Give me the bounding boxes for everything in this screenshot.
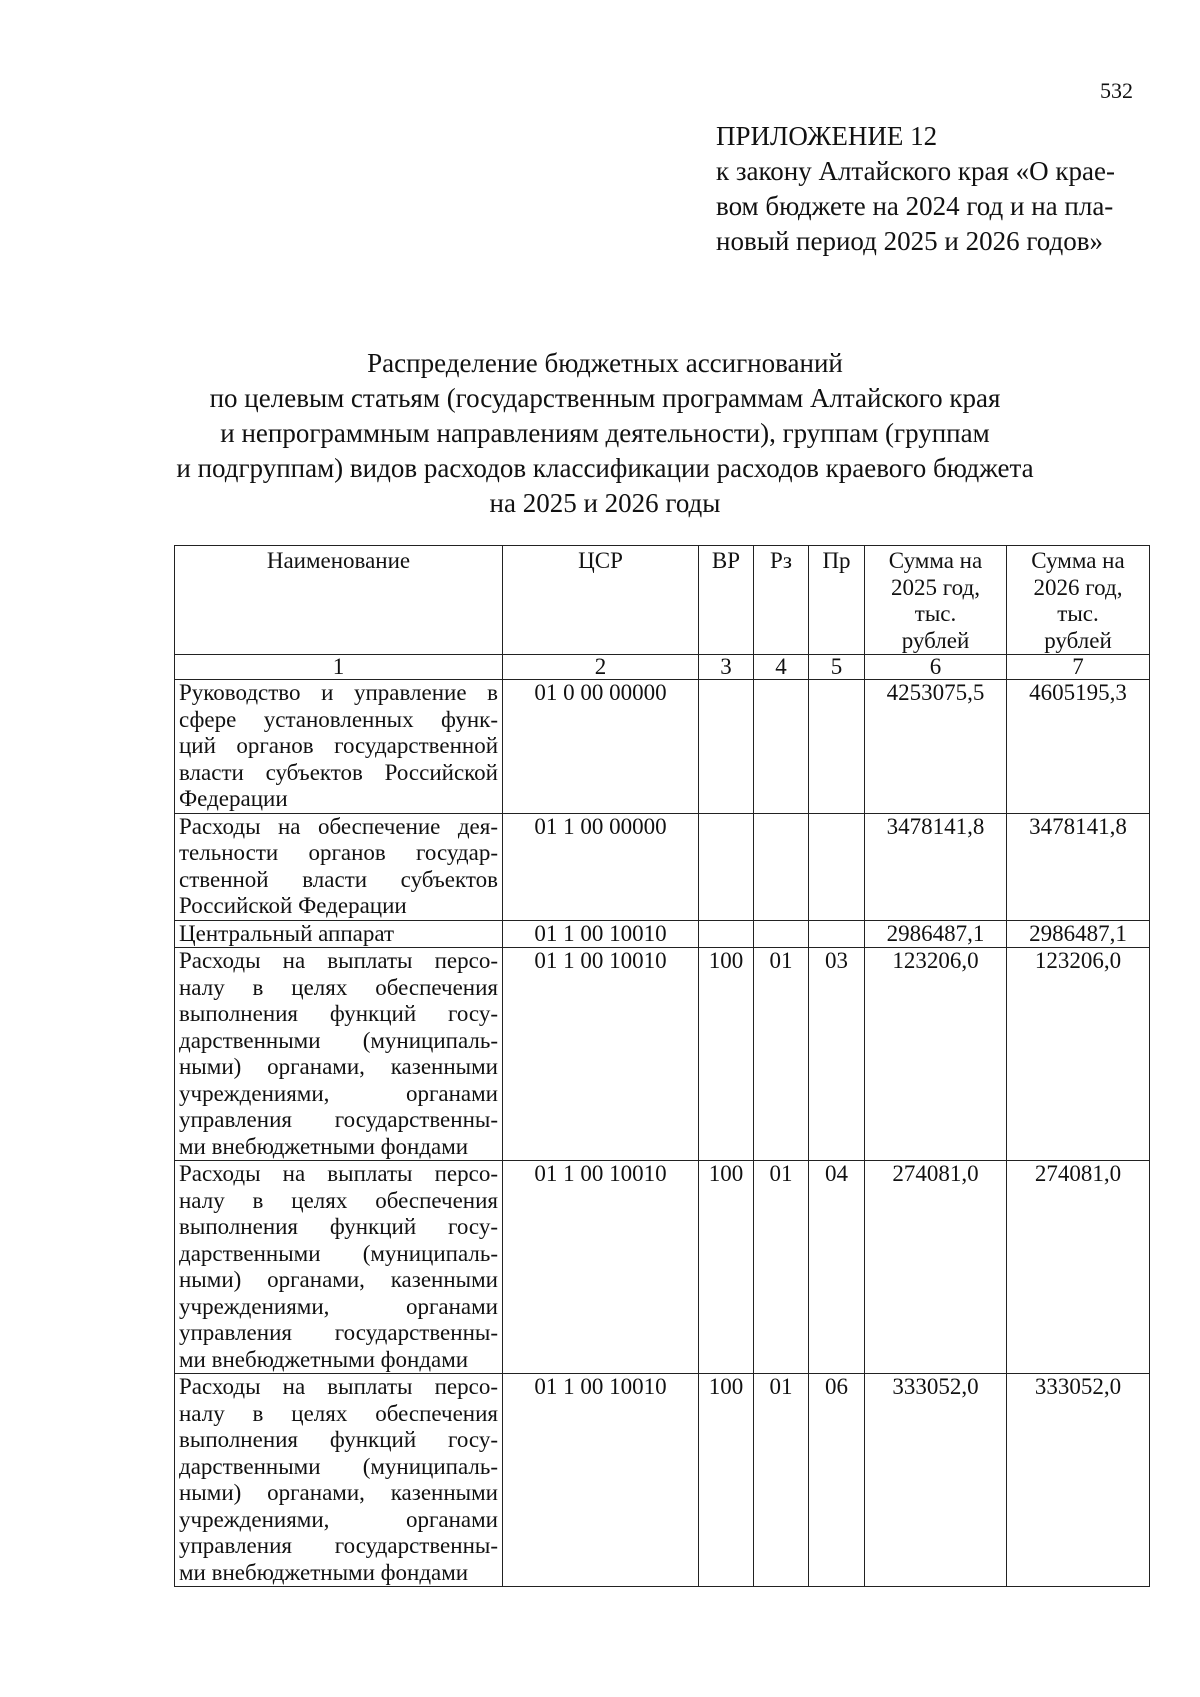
appendix-line: вом бюджете на 2024 год и на пла- bbox=[716, 191, 1114, 221]
table-row bbox=[175, 680, 1150, 814]
row-name-line: выполнения функций госу- bbox=[179, 1427, 498, 1452]
row-name-line: ций органов государственной bbox=[179, 733, 498, 758]
document-title bbox=[150, 346, 1060, 521]
row-csr: 01 1 00 10010 bbox=[503, 920, 699, 948]
row-sum-2025: 274081,0 bbox=[865, 1161, 1007, 1374]
row-pr: 06 bbox=[809, 1374, 865, 1587]
row-name-line: дарственными (муниципаль- bbox=[179, 1453, 498, 1479]
document-title-line: по целевым статьям (государственным программам Алтайского края bbox=[209, 383, 1001, 413]
row-pr: 03 bbox=[809, 948, 865, 1161]
row-name-line: дарственными (муниципаль- bbox=[179, 1240, 498, 1266]
row-name bbox=[175, 948, 503, 1161]
row-rz: 01 bbox=[754, 1374, 809, 1587]
row-csr: 01 1 00 00000 bbox=[503, 813, 699, 920]
row-sum-2025: 3478141,8 bbox=[865, 813, 1007, 920]
row-sum-2026: 274081,0 bbox=[1007, 1161, 1150, 1374]
row-name-line: ными) органами, казенными bbox=[179, 1267, 498, 1292]
appendix-line: к закону Алтайского края «О крае- bbox=[716, 156, 1115, 186]
header-sum-2025-line: 2025 год, bbox=[891, 574, 980, 600]
column-number: 2 bbox=[503, 655, 699, 680]
row-name-line: управления государственны- bbox=[179, 1533, 498, 1558]
row-sum-2026: 4605195,3 bbox=[1007, 680, 1150, 814]
row-rz: 01 bbox=[754, 1161, 809, 1374]
page-number: 532 bbox=[1100, 78, 1133, 103]
row-name-line: Российской Федерации bbox=[179, 893, 407, 918]
row-name bbox=[175, 920, 503, 948]
row-rz bbox=[754, 813, 809, 920]
row-name bbox=[175, 813, 503, 920]
row-rz bbox=[754, 680, 809, 814]
row-name-line: Руководство и управление в bbox=[179, 680, 498, 705]
document-title-line: Распределение бюджетных ассигнований bbox=[367, 348, 843, 378]
row-sum-2025: 4253075,5 bbox=[865, 680, 1007, 814]
row-sum-2026: 123206,0 bbox=[1007, 948, 1150, 1161]
row-name-line: учреждениями, органами bbox=[179, 1080, 498, 1106]
header-sum-2025 bbox=[865, 546, 1007, 655]
table-row bbox=[175, 948, 1150, 1161]
row-name-line: ными) органами, казенными bbox=[179, 1480, 498, 1505]
row-name-line: выполнения функций госу- bbox=[179, 1214, 498, 1239]
row-vr: 100 bbox=[699, 948, 754, 1161]
header-sum-2025-line: рублей bbox=[901, 627, 970, 653]
table-body bbox=[175, 680, 1150, 1587]
header-csr: ЦСР bbox=[503, 546, 699, 655]
row-vr bbox=[699, 813, 754, 920]
budget-table bbox=[174, 545, 1150, 1587]
document-title-line: и подгруппам) видов расходов классификации расходов краевого бюджета bbox=[176, 453, 1034, 483]
row-vr bbox=[699, 920, 754, 948]
column-number: 5 bbox=[809, 655, 865, 680]
header-name: Наименование bbox=[175, 546, 503, 655]
appendix-header bbox=[716, 118, 1156, 259]
column-number: 7 bbox=[1007, 655, 1150, 680]
row-name-line: ми внебюджетными фондами bbox=[179, 1346, 469, 1372]
row-sum-2025: 333052,0 bbox=[865, 1374, 1007, 1587]
row-name-line: управления государственны- bbox=[179, 1107, 498, 1132]
header-sum-2025-line: тыс. bbox=[914, 601, 957, 626]
row-name-line: сфере установленных функ- bbox=[179, 706, 498, 732]
row-name-line: Расходы на выплаты персо- bbox=[179, 1374, 498, 1399]
table-header-row bbox=[175, 546, 1150, 655]
row-name bbox=[175, 680, 503, 814]
row-name-line: налу в целях обеспечения bbox=[179, 974, 498, 1000]
row-sum-2026: 2986487,1 bbox=[1007, 920, 1150, 948]
column-number-row bbox=[175, 655, 1150, 680]
header-sum-2026-line: 2026 год, bbox=[1033, 574, 1123, 600]
header-sum-2025-line: Сумма на bbox=[888, 548, 983, 573]
row-name-line: учреждениями, органами bbox=[179, 1293, 498, 1319]
table-row bbox=[175, 1374, 1150, 1587]
row-name-line: выполнения функций госу- bbox=[179, 1001, 498, 1026]
row-csr: 01 1 00 10010 bbox=[503, 948, 699, 1161]
header-sum-2026-line: Сумма на bbox=[1031, 548, 1125, 573]
header-vr: ВР bbox=[699, 546, 754, 655]
row-name-line: налу в целях обеспечения bbox=[179, 1400, 498, 1426]
row-rz bbox=[754, 920, 809, 948]
row-pr bbox=[809, 680, 865, 814]
header-sum-2026 bbox=[1007, 546, 1150, 655]
row-pr: 04 bbox=[809, 1161, 865, 1374]
header-sum-2026-line: рублей bbox=[1044, 627, 1112, 653]
column-number: 1 bbox=[175, 655, 503, 680]
row-sum-2026: 3478141,8 bbox=[1007, 813, 1150, 920]
row-name-line: налу в целях обеспечения bbox=[179, 1187, 498, 1213]
row-csr: 01 0 00 00000 bbox=[503, 680, 699, 814]
column-number: 3 bbox=[699, 655, 754, 680]
row-name-line: ными) органами, казенными bbox=[179, 1054, 498, 1079]
row-sum-2025: 123206,0 bbox=[865, 948, 1007, 1161]
row-sum-2025: 2986487,1 bbox=[865, 920, 1007, 948]
document-title-line: и непрограммным направлениям деятельности), группам (группам bbox=[220, 418, 990, 448]
table-row bbox=[175, 813, 1150, 920]
row-pr bbox=[809, 920, 865, 948]
header-pr: Пр bbox=[809, 546, 865, 655]
row-name-line: Расходы на обеспечение дея- bbox=[179, 813, 498, 839]
header-rz: Рз bbox=[754, 546, 809, 655]
row-name-line: Федерации bbox=[179, 786, 288, 811]
appendix-title: ПРИЛОЖЕНИЕ 12 bbox=[716, 121, 938, 151]
row-name bbox=[175, 1374, 503, 1587]
row-name-line: Расходы на выплаты персо- bbox=[179, 1161, 498, 1186]
row-name-line: Центральный аппарат bbox=[179, 920, 395, 946]
row-name-line: тельности органов государ- bbox=[179, 840, 498, 865]
header-sum-2026-line: тыс. bbox=[1057, 601, 1099, 626]
row-sum-2026: 333052,0 bbox=[1007, 1374, 1150, 1587]
row-name-line: ми внебюджетными фондами bbox=[179, 1133, 469, 1159]
row-rz: 01 bbox=[754, 948, 809, 1161]
row-csr: 01 1 00 10010 bbox=[503, 1374, 699, 1587]
row-vr bbox=[699, 680, 754, 814]
document-title-line: на 2025 и 2026 годы bbox=[489, 488, 721, 518]
row-name-line: управления государственны- bbox=[179, 1320, 498, 1345]
row-vr: 100 bbox=[699, 1161, 754, 1374]
row-vr: 100 bbox=[699, 1374, 754, 1587]
column-number: 6 bbox=[865, 655, 1007, 680]
row-name-line: ми внебюджетными фондами bbox=[179, 1559, 469, 1585]
table-row bbox=[175, 1161, 1150, 1374]
row-name-line: Расходы на выплаты персо- bbox=[179, 948, 498, 973]
table-row bbox=[175, 920, 1150, 948]
row-name bbox=[175, 1161, 503, 1374]
row-name-line: дарственными (муниципаль- bbox=[179, 1027, 498, 1053]
column-number: 4 bbox=[754, 655, 809, 680]
row-name-line: учреждениями, органами bbox=[179, 1506, 498, 1532]
row-pr bbox=[809, 813, 865, 920]
row-name-line: ственной власти субъектов bbox=[179, 866, 498, 892]
appendix-line: новый период 2025 и 2026 годов» bbox=[716, 226, 1103, 256]
row-csr: 01 1 00 10010 bbox=[503, 1161, 699, 1374]
row-name-line: власти субъектов Российской bbox=[179, 759, 498, 785]
